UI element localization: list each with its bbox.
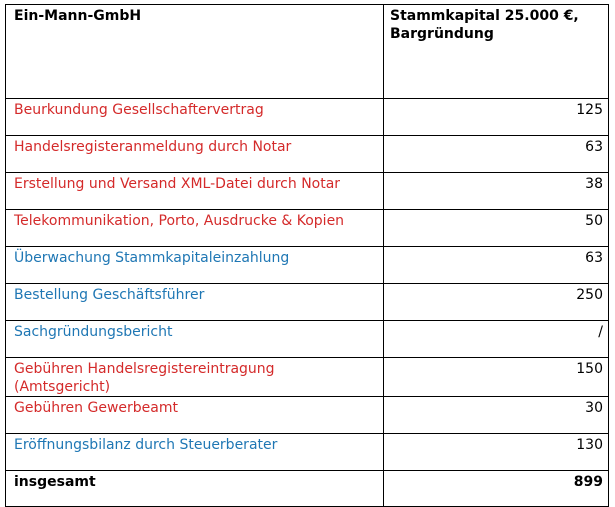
row-value: 130 bbox=[384, 434, 609, 471]
row-value: 63 bbox=[384, 247, 609, 284]
row-value: 125 bbox=[384, 99, 609, 136]
row-value: 50 bbox=[384, 210, 609, 247]
table-row bbox=[6, 321, 609, 358]
total-value: 899 bbox=[384, 471, 609, 507]
row-value: / bbox=[384, 321, 609, 358]
row-label: Handelsregisteranmeldung durch Notar bbox=[6, 136, 384, 173]
row-value: 38 bbox=[384, 173, 609, 210]
row-value: 150 bbox=[384, 358, 609, 397]
table-row bbox=[6, 173, 609, 210]
row-label: Überwachung Stammkapitaleinzahlung bbox=[6, 247, 384, 284]
table-row bbox=[6, 136, 609, 173]
table-row bbox=[6, 210, 609, 247]
table-row bbox=[6, 99, 609, 136]
row-value: 250 bbox=[384, 284, 609, 321]
row-value: 63 bbox=[384, 136, 609, 173]
row-label: Erstellung und Versand XML-Datei durch Notar bbox=[6, 173, 384, 210]
row-label: Bestellung Geschäftsführer bbox=[6, 284, 384, 321]
table-row bbox=[6, 284, 609, 321]
table-row bbox=[6, 397, 609, 434]
row-label: Telekommunikation, Porto, Ausdrucke & Kopien bbox=[6, 210, 384, 247]
total-row bbox=[6, 471, 609, 507]
row-label: Gebühren Gewerbeamt bbox=[6, 397, 384, 434]
cost-table bbox=[5, 4, 609, 507]
table-row bbox=[6, 434, 609, 471]
table-row bbox=[6, 358, 609, 397]
row-value: 30 bbox=[384, 397, 609, 434]
row-label: Sachgründungsbericht bbox=[6, 321, 384, 358]
header-row bbox=[6, 5, 609, 99]
table-row bbox=[6, 247, 609, 284]
header-label: Ein-Mann-GmbH bbox=[6, 5, 384, 99]
row-label: Gebühren Handelsregistereintragung (Amtsgericht) bbox=[6, 358, 384, 397]
header-value: Stammkapital 25.000 €, Bargründung bbox=[384, 5, 609, 99]
total-label: insgesamt bbox=[6, 471, 384, 507]
row-label: Eröffnungsbilanz durch Steuerberater bbox=[6, 434, 384, 471]
row-label: Beurkundung Gesellschaftervertrag bbox=[6, 99, 384, 136]
